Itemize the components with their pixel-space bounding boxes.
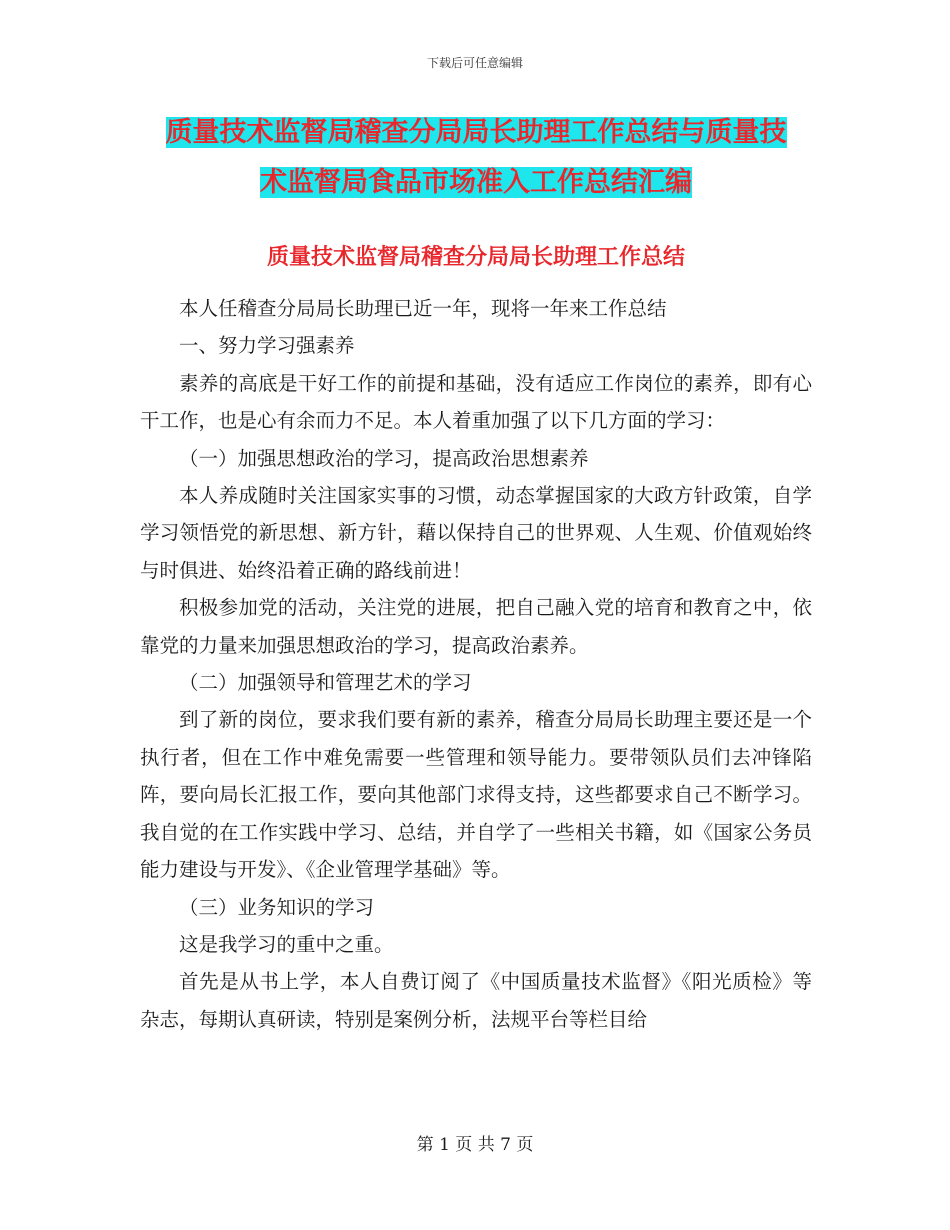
paragraph: 首先是从书上学，本人自费订阅了《中国质量技术监督》《阳光质检》等杂志，每期认真研读，特别是案例分析，法规平台等栏目给: [140, 970, 812, 1031]
paragraph: （二）加强领导和管理艺术的学习: [179, 671, 472, 695]
title-line-2: 术监督局食品市场准入工作总结汇编: [260, 167, 692, 198]
document-body: [140, 290, 812, 1038]
paragraph: 本人任稽查分局局长助理已近一年，现将一年来工作总结: [179, 297, 667, 320]
paragraph: 素养的高底是干好工作的前提和基础，没有适应工作岗位的素养，即有心干工作，也是心有余而力不足。本人着重加强了以下几方面的学习：: [140, 371, 812, 433]
title-line-1: 质量技术监督局稽查分局局长助理工作总结与质量技: [165, 117, 787, 148]
paragraph: 本人养成随时关注国家实事的习惯，动态掌握国家的大政方针政策，自学学习领悟党的新思想、新方针，藉以保持自己的世界观、人生观、价值观始终与时俱进、始终沿着正确的路线前进！: [140, 484, 812, 582]
document-title: [140, 108, 812, 208]
paragraph: 到了新的岗位，要求我们要有新的素养，稽查分局局长助理主要还是一个执行者，但在工作中难免需要一些管理和领导能力。要带领队员们去冲锋陷阵，要向局长汇报工作，要向其他部门求得支持，这些都要求自己不断学习。我自觉的在工作实践中学习、总结，并自学了一些相关书籍，如《国家公务员能力建设与开发》、《企业管理学基础》等。: [140, 708, 812, 882]
paragraph: 一、努力学习强素养: [179, 334, 355, 358]
page-number: 第 1 页 共 7 页: [416, 1135, 534, 1155]
section-title: 质量技术监督局稽查分局局长助理工作总结: [266, 245, 685, 270]
paragraph: （一）加强思想政治的学习，提高政治思想素养: [179, 446, 589, 470]
paragraph: 积极参加党的活动，关注党的进展，把自己融入党的培育和教育之中，依靠党的力量来加强思想政治的学习，提高政治素养。: [140, 596, 812, 657]
paragraph: 这是我学习的重中之重。: [179, 932, 394, 956]
paragraph: （三）业务知识的学习: [179, 895, 375, 919]
page-header-note: 下载后可任意编辑: [426, 56, 523, 70]
